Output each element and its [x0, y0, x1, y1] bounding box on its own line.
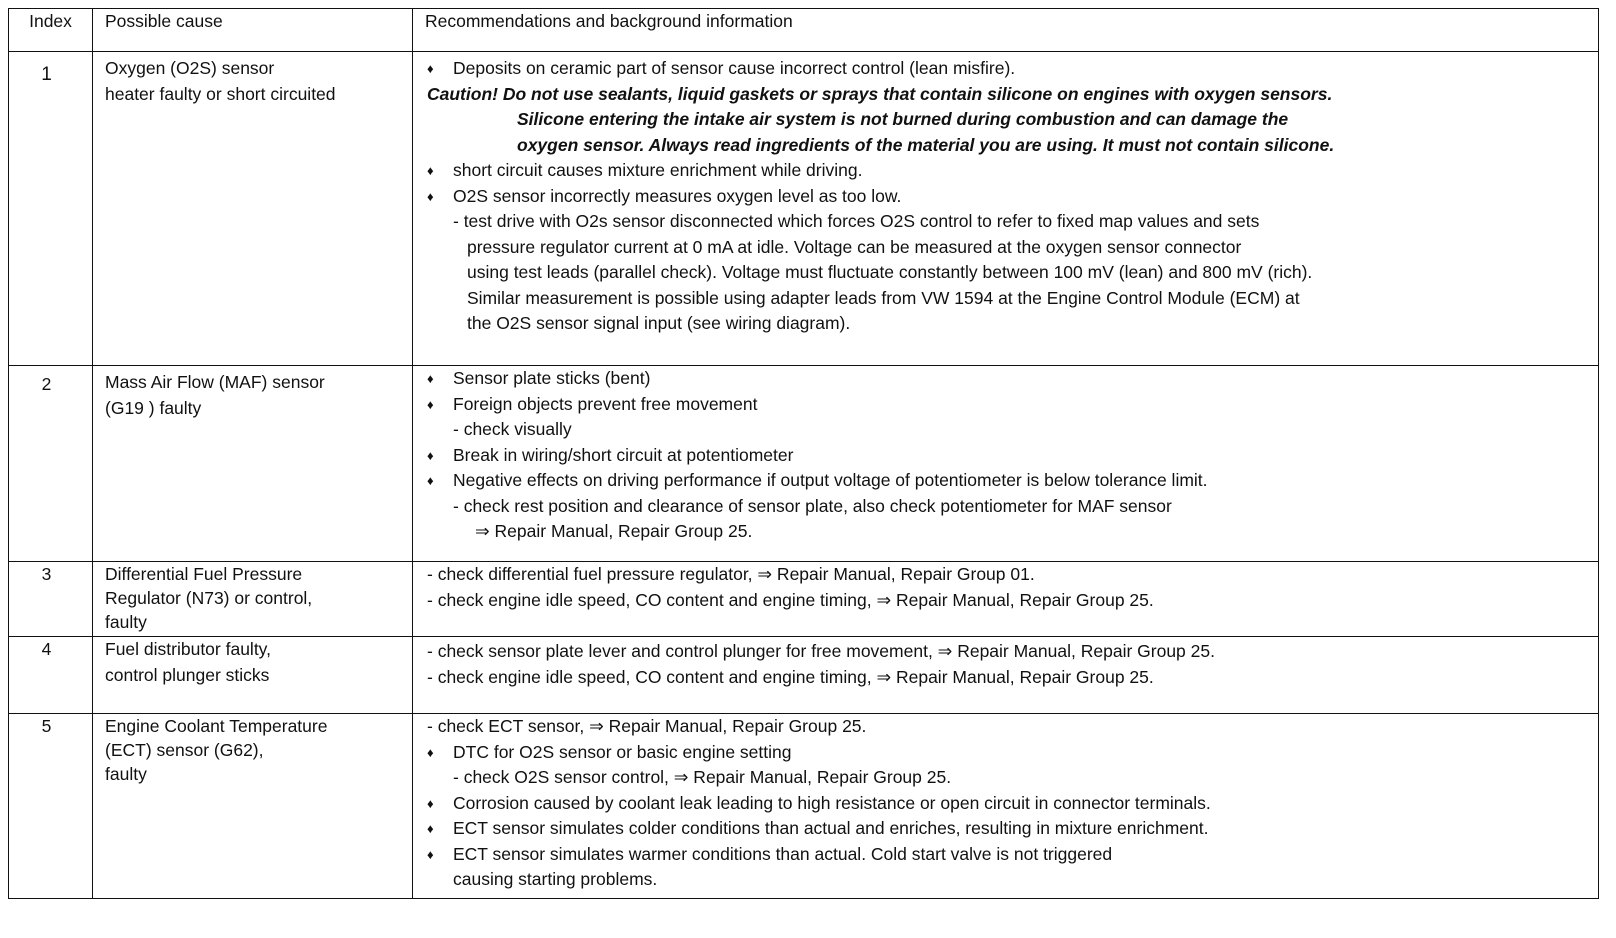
bullet-icon: ♦	[427, 371, 434, 386]
row-index-cell	[9, 52, 93, 366]
recommendation-line: ECT sensor simulates colder conditions than actual and enriches, resulting in mixture enrichment.	[453, 818, 1209, 838]
recommendation-line: Foreign objects prevent free movement	[453, 393, 758, 414]
header-possible-cause	[93, 9, 413, 52]
bullet-icon: ♦	[427, 396, 434, 412]
recommendation-line: - check O2S sensor control, ⇒ Repair Manual, Repair Group 25.	[453, 767, 952, 787]
table-row	[9, 714, 1599, 899]
table-row	[9, 562, 1599, 637]
bullet-icon: ♦	[427, 163, 434, 178]
recommendation-line: O2S sensor incorrectly measures oxygen level as too low.	[453, 185, 902, 206]
bullet-icon: ♦	[427, 188, 434, 204]
recommendation-line: Negative effects on driving performance if output voltage of potentiometer is below tolerance limit.	[453, 470, 1208, 490]
recommendation-line: - test drive with O2s sensor disconnected which forces O2S control to refer to fixed map values and sets	[453, 211, 1260, 231]
possible-cause-cell	[93, 637, 413, 714]
possible-cause-cell	[93, 714, 413, 899]
recommendation-cell	[413, 52, 1599, 366]
bullet-icon: ♦	[427, 795, 434, 811]
row-index: 1	[41, 64, 52, 85]
header-recommendations	[413, 9, 1599, 52]
recommendation-line: Corrosion caused by coolant leak leading to high resistance or open circuit in connector terminals.	[453, 792, 1211, 813]
possible-cause-cell	[93, 366, 413, 562]
recommendation-line: causing starting problems.	[453, 869, 658, 889]
bullet-icon: ♦	[427, 846, 434, 862]
row-index: 2	[41, 374, 52, 394]
possible-cause: Engine Coolant Temperature (ECT) sensor (G62), faulty	[105, 716, 328, 784]
bullet-icon: ♦	[427, 473, 434, 488]
bullet-icon: ♦	[427, 61, 434, 76]
possible-cause: Differential Fuel Pressure Regulator (N73) or control, faulty	[105, 564, 313, 632]
recommendation-line: - check visually	[453, 419, 572, 439]
table-row	[9, 366, 1599, 562]
header-index: Index	[9, 9, 93, 52]
recommendation-line: pressure regulator current at 0 mA at idle. Voltage can be measured at the oxygen sensor connector	[467, 236, 1242, 257]
recommendation-line: ECT sensor simulates warmer conditions than actual. Cold start valve is not triggered	[453, 843, 1113, 864]
row-index: 4	[41, 639, 52, 659]
table-row	[9, 637, 1599, 714]
recommendation-cell	[413, 714, 1599, 899]
recommendation-line: short circuit causes mixture enrichment while driving.	[453, 160, 863, 180]
header-possible-cause-text: Possible cause	[105, 11, 223, 31]
recommendation-line: - check engine idle speed, CO content and engine timing, ⇒ Repair Manual, Repair Group 25.	[427, 666, 1154, 687]
table-row	[9, 52, 1599, 366]
bullet-icon: ♦	[427, 447, 434, 463]
row-index-cell	[9, 366, 93, 562]
recommendation-line: - check ECT sensor, ⇒ Repair Manual, Repair Group 25.	[427, 716, 867, 736]
table-header-row	[9, 9, 1599, 52]
caution-line: Caution! Do not use sealants, liquid gaskets or sprays that contain silicone on engines with oxygen sensors.	[427, 83, 1333, 104]
possible-cause-cell	[93, 562, 413, 637]
recommendation-line: using test leads (parallel check). Voltage must fluctuate constantly between 100 mV (lean) and 800 mV (rich).	[467, 262, 1313, 282]
possible-cause: Oxygen (O2S) sensor heater faulty or short circuited	[105, 58, 336, 104]
bullet-icon: ♦	[427, 744, 434, 760]
header-recommendations-text: Recommendations and background information	[425, 11, 793, 31]
recommendation-cell	[413, 366, 1599, 562]
row-index: 5	[41, 716, 52, 736]
recommendation-line: Similar measurement is possible using adapter leads from VW 1594 at the Engine Control Module (ECM) at	[467, 287, 1300, 308]
recommendation-cell	[413, 637, 1599, 714]
recommendation-cell	[413, 562, 1599, 637]
bullet-icon: ♦	[427, 821, 434, 836]
recommendation-line: ⇒ Repair Manual, Repair Group 25.	[475, 521, 753, 541]
recommendation-line: Sensor plate sticks (bent)	[453, 368, 651, 388]
caution-line: Silicone entering the intake air system is not burned during combustion and can damage the	[517, 109, 1289, 129]
possible-cause: Mass Air Flow (MAF) sensor (G19 ) faulty	[105, 372, 325, 418]
row-index-cell	[9, 562, 93, 637]
recommendation-line: - check sensor plate lever and control plunger for free movement, ⇒ Repair Manual, Repair Group 25.	[427, 641, 1215, 661]
row-index-cell	[9, 637, 93, 714]
row-index: 3	[41, 564, 52, 584]
recommendation-line: DTC for O2S sensor or basic engine setting	[453, 741, 792, 762]
recommendation-line: - check engine idle speed, CO content and engine timing, ⇒ Repair Manual, Repair Group 25.	[427, 589, 1154, 610]
row-index-cell	[9, 714, 93, 899]
recommendation-line: Break in wiring/short circuit at potentiometer	[453, 444, 794, 465]
recommendation-line: the O2S sensor signal input (see wiring diagram).	[467, 313, 851, 333]
recommendation-line: - check differential fuel pressure regulator, ⇒ Repair Manual, Repair Group 01.	[427, 564, 1035, 584]
recommendation-line: Deposits on ceramic part of sensor cause incorrect control (lean misfire).	[453, 58, 1016, 78]
possible-cause: Fuel distributor faulty, control plunger sticks	[105, 639, 271, 685]
possible-cause-cell	[93, 52, 413, 366]
caution-line: oxygen sensor. Always read ingredients of the material you are using. It must not contain silicone.	[517, 134, 1335, 155]
diagnosis-table	[8, 8, 1599, 899]
recommendation-line: - check rest position and clearance of sensor plate, also check potentiometer for MAF sensor	[453, 495, 1172, 516]
